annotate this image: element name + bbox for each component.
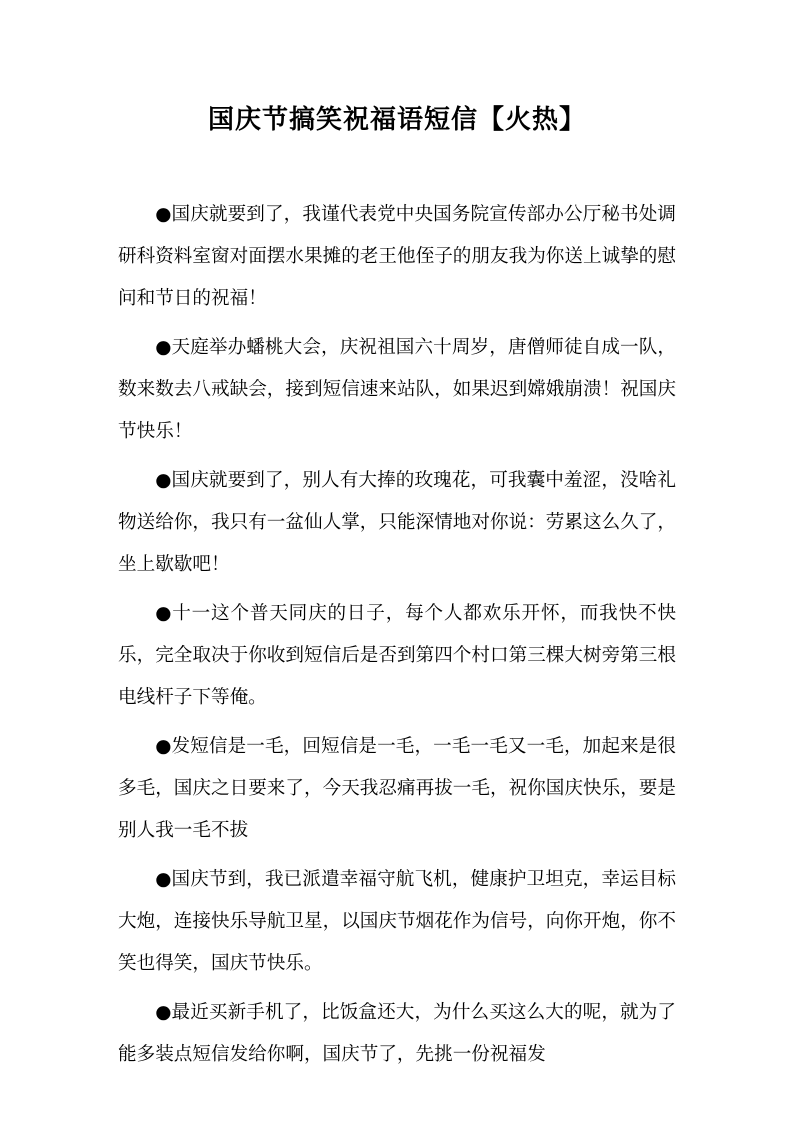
paragraph: ●最近买新手机了，比饭盒还大，为什么买这么大的呢，就为了能多装点短信发给你啊，国庆节了，先挑一份祝福发 [118, 1002, 676, 1065]
document-title: 国庆节搞笑祝福语短信【火热】 [207, 105, 586, 135]
paragraph: ●发短信是一毛，回短信是一毛，一毛一毛又一毛，加起来是很多毛，国庆之日要来了，今天我忍痛再拔一毛，祝你国庆快乐，要是别人我一毛不拔 [118, 736, 676, 841]
paragraph: ●天庭举办蟠桃大会，庆祝祖国六十周岁，唐僧师徒自成一队，数来数去八戒缺会，接到短信速来站队，如果迟到嫦娥崩溃！祝国庆节快乐！ [118, 337, 676, 442]
document-body [118, 194, 676, 1083]
paragraph: ●国庆节到，我已派遣幸福守航飞机，健康护卫坦克，幸运目标大炮，连接快乐导航卫星，以国庆节烟花作为信号，向你开炮，你不笑也得笑，国庆节快乐。 [118, 869, 676, 974]
paragraph: ●十一这个普天同庆的日子，每个人都欢乐开怀，而我快不快乐，完全取决于你收到短信后是否到第四个村口第三棵大树旁第三根电线杆子下等俺。 [118, 603, 676, 708]
paragraph: ●国庆就要到了，别人有大捧的玫瑰花，可我囊中羞涩，没啥礼物送给你，我只有一盆仙人掌，只能深情地对你说：劳累这么久了，坐上歇歇吧！ [118, 470, 676, 575]
paragraph: ●国庆就要到了，我谨代表党中央国务院宣传部办公厅秘书处调研科资料室窗对面摆水果摊的老王他侄子的朋友我为你送上诚挚的慰问和节日的祝福！ [118, 204, 676, 309]
